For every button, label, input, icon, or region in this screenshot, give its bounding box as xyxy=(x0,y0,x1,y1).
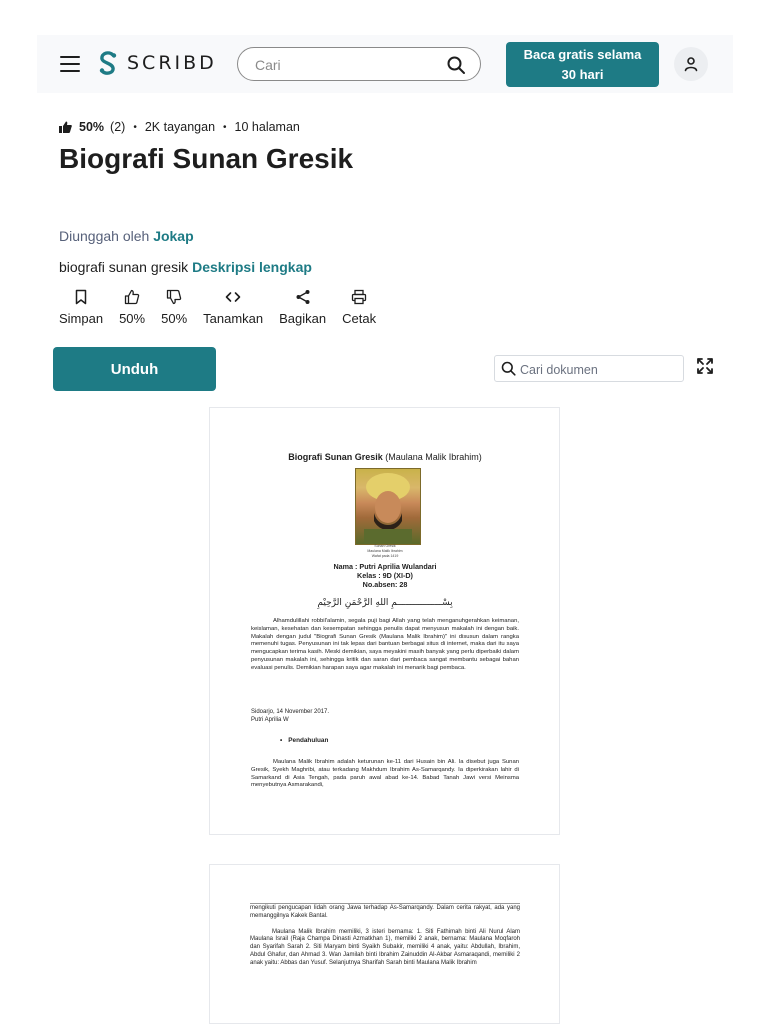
share-button[interactable] xyxy=(279,289,326,326)
uploaded-by-label: Diunggah oleh xyxy=(59,228,150,244)
logo-text: SCRIBD xyxy=(127,52,217,74)
section-heading: • Pendahuluan xyxy=(280,737,328,744)
dislike-percent: 50% xyxy=(161,311,188,326)
thumbs-up-filled-icon xyxy=(59,121,72,133)
caption-line: Maulana Malik Ibrahim xyxy=(367,549,403,553)
user-account-button[interactable] xyxy=(674,47,708,81)
fullscreen-icon[interactable] xyxy=(696,357,714,375)
description-text: biografi sunan gresik xyxy=(59,259,189,275)
embed-button[interactable] xyxy=(203,289,263,326)
student-number: No.absen: 28 xyxy=(362,580,408,589)
uploader-line xyxy=(59,228,194,244)
separator-dot: • xyxy=(223,121,227,133)
page-1-heading xyxy=(250,452,520,462)
portrait-caption xyxy=(250,544,520,559)
rating-count: (2) xyxy=(110,120,126,134)
share-label: Bagikan xyxy=(279,311,327,326)
sunan-gresik-portrait xyxy=(355,468,421,545)
save-button[interactable] xyxy=(59,289,103,326)
thumbs-down-icon xyxy=(166,289,182,305)
page-2-paragraph-1: mengikuti pengucapan lidah orang Jawa terhadap As-Samarqandy. Dalam cerita rakyat, ada yang memanggilnya Kakek Bantal. xyxy=(250,905,520,919)
caption-line: Sunan Gresik xyxy=(374,544,396,548)
embed-label: Tanamkan xyxy=(203,311,264,326)
page-2-content xyxy=(250,903,520,968)
share-icon xyxy=(295,289,311,305)
site-search xyxy=(237,47,481,81)
user-icon xyxy=(683,56,699,72)
portrait-image xyxy=(356,469,420,544)
document-stats xyxy=(59,120,300,134)
save-label: Simpan xyxy=(59,311,104,326)
print-icon xyxy=(351,289,367,305)
document-page-1 xyxy=(209,407,560,835)
print-button[interactable] xyxy=(342,289,376,326)
basmalah: بِسْـــــــــــــــــمِ اللهِ الرَّحْمَنِ الرَّحِيْمِ xyxy=(317,598,453,608)
free-trial-button[interactable]: Baca gratis selama 30 hari xyxy=(506,42,659,87)
like-button[interactable] xyxy=(119,289,145,326)
page-1-heading-rest: (Maulana Malik Ibrahim) xyxy=(382,452,482,462)
intro-paragraph: Alhamdulillahi robbil'alamin, segala puji bagi Allah yang telah menganuhgerahkan keimanan, keislaman, kesehatan dan kesempatan sehingga penulis dapat menyusun makalah ini dengan baik. Makalah dengan judul "Biografi Sunan Gresik (Maulana Malik Ibrahim)" ini disusun dalam rangka memenuhi tugas. Penyusunan ini tak lepas dari bantuan berbagai situs di internet, maka dari itu saya mengucapkan terima kasih. Meski demikian, saya meyakini masih banyak yang perlu diperbaiki dalam penyusunan makalah ini, sehingga kritik dan saran dari pembaca sangat membantu sebagai bahan evaluasi penulis. Demikian harapan saya agar makalah ini menarik bagi pembaca. xyxy=(251,618,519,671)
document-title: Biografi Sunan Gresik xyxy=(59,143,354,174)
document-actions xyxy=(59,289,392,326)
print-label: Cetak xyxy=(342,311,377,326)
student-info xyxy=(250,562,520,589)
menu-icon[interactable] xyxy=(60,56,80,72)
bookmark-icon xyxy=(73,289,89,305)
full-description-link[interactable]: Deskripsi lengkap xyxy=(192,259,312,275)
rating-percent: 50% xyxy=(79,120,105,134)
separator-dot: • xyxy=(133,121,137,133)
document-page-2 xyxy=(209,864,560,1024)
sign-name: Putri Aprilia W xyxy=(251,717,289,723)
description-line xyxy=(59,259,312,275)
section-paragraph: Maulana Malik Ibrahim adalah keturunan ke-11 dari Husain bin Ali. Ia disebut juga Sunan Gresik, Syekh Maghribi, atau terkadang Makhdum Ibrahim As-Samarqandy. Ia diperkirakan lahir di Samarkand di Asia Tengah, pada paruh awal abad ke-14. Babad Tanah Jawi versi Meinsma menyebutnya Asmarakandi, xyxy=(251,759,519,789)
thumbs-up-icon xyxy=(124,289,140,305)
scribd-logo-icon xyxy=(97,51,119,75)
search-input[interactable] xyxy=(253,54,437,76)
embed-code-icon xyxy=(225,289,241,305)
like-percent: 50% xyxy=(119,311,146,326)
sign-date: Sidoarjo, 14 November 2017. xyxy=(251,709,330,715)
search-icon[interactable] xyxy=(446,55,466,75)
signature-block xyxy=(251,708,329,724)
page-count: 10 halaman xyxy=(234,120,300,134)
view-count: 2K tayangan xyxy=(144,120,216,134)
caption-line: Wafat pada 1419 xyxy=(371,554,399,558)
scribd-logo[interactable] xyxy=(97,51,217,75)
page-1-content xyxy=(250,408,520,835)
dislike-button[interactable] xyxy=(161,289,187,326)
page-1-heading-bold: Biografi Sunan Gresik xyxy=(288,452,383,462)
document-search xyxy=(494,355,684,382)
document-search-input[interactable] xyxy=(518,360,680,379)
download-button[interactable]: Unduh xyxy=(53,347,216,391)
student-name: Nama : Putri Aprilia Wulandari xyxy=(333,562,437,571)
page-2-paragraph-2: Maulana Malik Ibrahim memiliki, 3 isteri bernama: 1. Siti Fathimah binti Ali Nurul Alam Maulana Israil (Raja Champa Dinasti Azmatkhan 1), memiliki 2 anak, bernama: Maulana Moqfaroh dan Syarifah Sarah 2. Siti Maryam binti Syaikh Subakir, memiliki 4 anak, yaitu: Abdullah, Ibrahim, Abdul Ghafur, dan Ahmad 3. Wan Jamilah binti Ibrahim Zainuddin Al-Akbar Asmaraqandi, memiliki 2 anak yaitu: Abbas dan Yusuf. Selanjutnya Sharifah Sarah binti Maulana Malik Ibrahim xyxy=(250,928,520,966)
student-class: Kelas : 9D (XI-D) xyxy=(357,571,413,580)
top-navigation-bar xyxy=(37,35,733,93)
uploader-link[interactable]: Jokap xyxy=(153,228,194,244)
search-icon xyxy=(501,361,516,376)
